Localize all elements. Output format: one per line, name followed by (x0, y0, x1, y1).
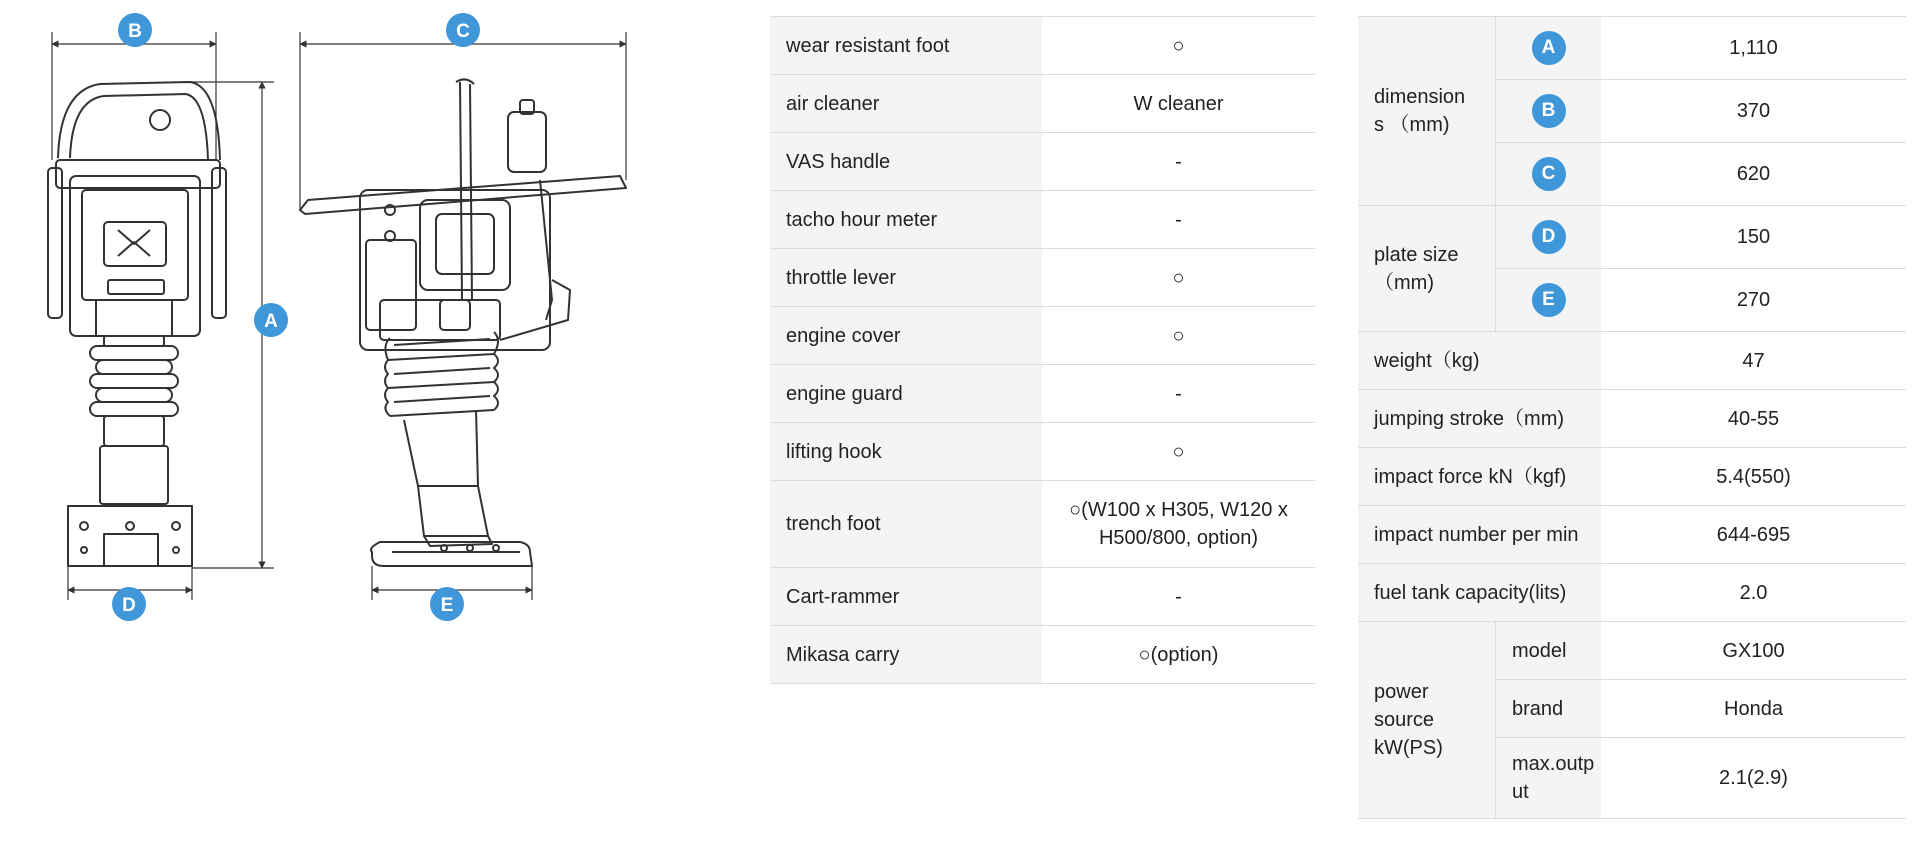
feature-value: - (1042, 191, 1315, 249)
power-brand-label: brand (1496, 680, 1602, 738)
table-row (770, 17, 1315, 75)
feature-name: wear resistant foot (770, 17, 1042, 75)
dimension-badge-c (446, 13, 480, 47)
table-row (770, 423, 1315, 481)
feature-name: Cart-rammer (770, 568, 1042, 626)
svg-text:B: B (128, 21, 142, 42)
plate-size-label: plate size （mm) (1358, 206, 1496, 332)
feature-value: ○ (1042, 249, 1315, 307)
table-row (770, 307, 1315, 365)
feature-name: tacho hour meter (770, 191, 1042, 249)
table-row (1358, 332, 1906, 390)
dimension-c-badge: C (1532, 157, 1566, 191)
table-row (1358, 622, 1906, 680)
dimension-a-value: 1,110 (1601, 17, 1906, 80)
weight-value: 47 (1601, 332, 1906, 390)
table-row (770, 191, 1315, 249)
table-row (1358, 448, 1906, 506)
table-row (770, 626, 1315, 684)
dimension-c-value: 620 (1601, 143, 1906, 206)
table-row (1358, 564, 1906, 622)
table-row (770, 75, 1315, 133)
table-row (1358, 506, 1906, 564)
plate-e-value: 270 (1601, 269, 1906, 332)
table-row (770, 365, 1315, 423)
dimension-b-value: 370 (1601, 80, 1906, 143)
dimension-badge-cell (1496, 80, 1602, 143)
table-row (1358, 17, 1906, 80)
plate-d-value: 150 (1601, 206, 1906, 269)
svg-text:C: C (456, 21, 470, 42)
rammer-dimension-diagram (0, 0, 740, 844)
feature-value: ○(option) (1042, 626, 1315, 684)
table-row (1358, 390, 1906, 448)
table-row (770, 249, 1315, 307)
power-model-value: GX100 (1601, 622, 1906, 680)
specifications-table (1358, 16, 1906, 819)
feature-value: W cleaner (1042, 75, 1315, 133)
feature-value: - (1042, 568, 1315, 626)
plate-badge-cell (1496, 206, 1602, 269)
power-max-output-label: max.outp ut (1496, 738, 1602, 819)
power-brand-value: Honda (1601, 680, 1906, 738)
dimension-badge-cell (1496, 143, 1602, 206)
plate-badge-cell (1496, 269, 1602, 332)
impact-force-label: impact force kN（kgf) (1358, 448, 1601, 506)
feature-value: - (1042, 365, 1315, 423)
feature-name: air cleaner (770, 75, 1042, 133)
features-table (770, 16, 1315, 684)
table-row (1358, 206, 1906, 269)
feature-value: ○ (1042, 307, 1315, 365)
svg-text:A: A (264, 311, 278, 332)
table-row (770, 481, 1315, 568)
dimensions-label: dimension s （mm) (1358, 17, 1496, 206)
feature-name: engine cover (770, 307, 1042, 365)
fuel-tank-label: fuel tank capacity(lits) (1358, 564, 1601, 622)
dimension-badge-cell (1496, 17, 1602, 80)
weight-label: weight（kg) (1358, 332, 1601, 390)
svg-text:E: E (440, 595, 454, 616)
feature-name: Mikasa carry (770, 626, 1042, 684)
front-view-drawing (48, 82, 226, 566)
dimension-badge-b (118, 13, 152, 47)
power-model-label: model (1496, 622, 1602, 680)
dimension-badge-e (430, 587, 464, 621)
dimension-badge-d (112, 587, 146, 621)
impact-force-value: 5.4(550) (1601, 448, 1906, 506)
feature-value: - (1042, 133, 1315, 191)
table-row (770, 568, 1315, 626)
feature-name: engine guard (770, 365, 1042, 423)
feature-name: trench foot (770, 481, 1042, 568)
feature-value: ○ (1042, 423, 1315, 481)
impact-number-label: impact number per min (1358, 506, 1601, 564)
feature-value: ○ (1042, 17, 1315, 75)
dimension-badge-a (254, 303, 288, 337)
jumping-stroke-label: jumping stroke（mm) (1358, 390, 1601, 448)
impact-number-value: 644-695 (1601, 506, 1906, 564)
dimension-a-badge: A (1532, 31, 1566, 65)
feature-value: ○(W100 x H305, W120 x H500/800, option) (1042, 481, 1315, 568)
fuel-tank-value: 2.0 (1601, 564, 1906, 622)
power-max-output-value: 2.1(2.9) (1601, 738, 1906, 819)
jumping-stroke-value: 40-55 (1601, 390, 1906, 448)
feature-name: lifting hook (770, 423, 1042, 481)
dimension-b-badge: B (1532, 94, 1566, 128)
dimension-lines (52, 32, 626, 600)
plate-d-badge: D (1532, 220, 1566, 254)
feature-name: throttle lever (770, 249, 1042, 307)
power-source-label: power source kW(PS) (1358, 622, 1496, 819)
side-view-drawing (300, 79, 626, 566)
table-row (770, 133, 1315, 191)
svg-text:D: D (122, 595, 136, 616)
feature-name: VAS handle (770, 133, 1042, 191)
plate-e-badge: E (1532, 283, 1566, 317)
